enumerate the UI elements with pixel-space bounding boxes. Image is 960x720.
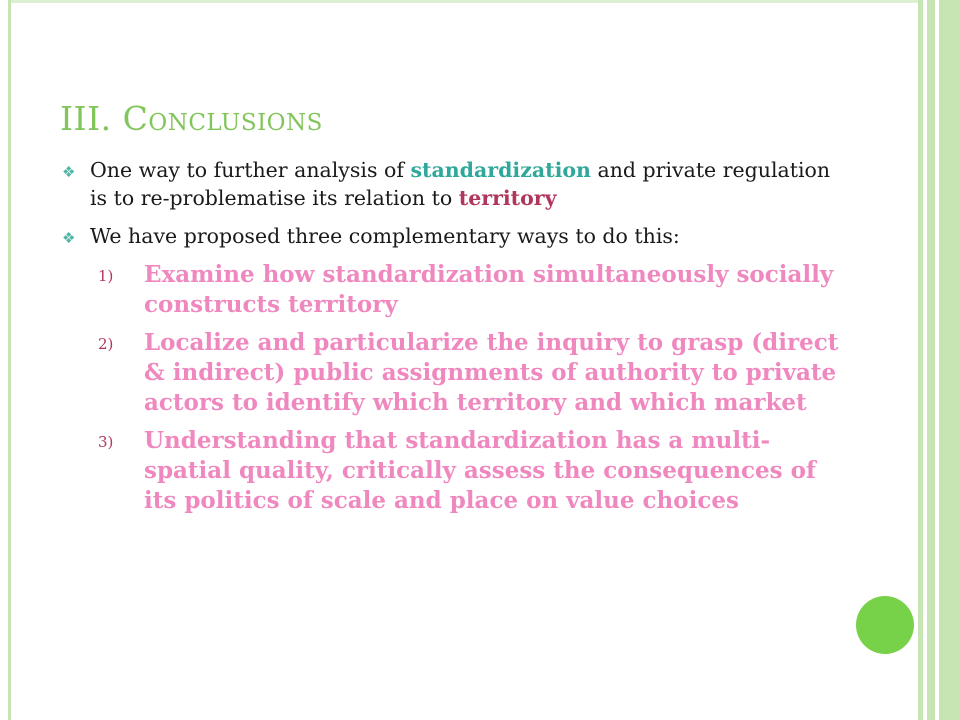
bullet-text: and private regulation is to re-problematise its relation to: [90, 158, 831, 210]
numbered-item: [62, 260, 842, 320]
bullet-item: [62, 156, 842, 212]
left-frame-line: [8, 0, 11, 720]
item-number: 3): [98, 433, 114, 451]
diamond-bullet-icon: ❖: [62, 163, 76, 181]
item-text: Localize and particularize the inquiry to grasp (direct & indirect) public assignments of authority to private actors to identify which territory and which market: [144, 329, 839, 416]
slide-content: [62, 156, 842, 524]
numbered-item: [62, 328, 842, 418]
slide-title: III. Conclusions: [60, 99, 323, 138]
right-frame-stripes: [918, 0, 960, 720]
highlight-territory: territory: [458, 186, 557, 210]
item-text: Examine how standardization simultaneously socially constructs territory: [144, 261, 834, 318]
decorative-circle: [856, 596, 914, 654]
bullet-text: We have proposed three complementary ways to do this:: [90, 224, 680, 248]
highlight-standardization: standardization: [410, 158, 591, 182]
item-number: 2): [98, 335, 114, 353]
diamond-bullet-icon: ❖: [62, 229, 76, 247]
numbered-item: [62, 426, 842, 516]
item-text: Understanding that standardization has a multi-spatial quality, critically assess the consequences of its politics of scale and place on value choices: [144, 427, 816, 514]
bullet-text: One way to further analysis of: [90, 158, 411, 182]
item-number: 1): [98, 267, 114, 285]
bullet-item: [62, 222, 842, 250]
top-frame-line: [11, 0, 918, 3]
